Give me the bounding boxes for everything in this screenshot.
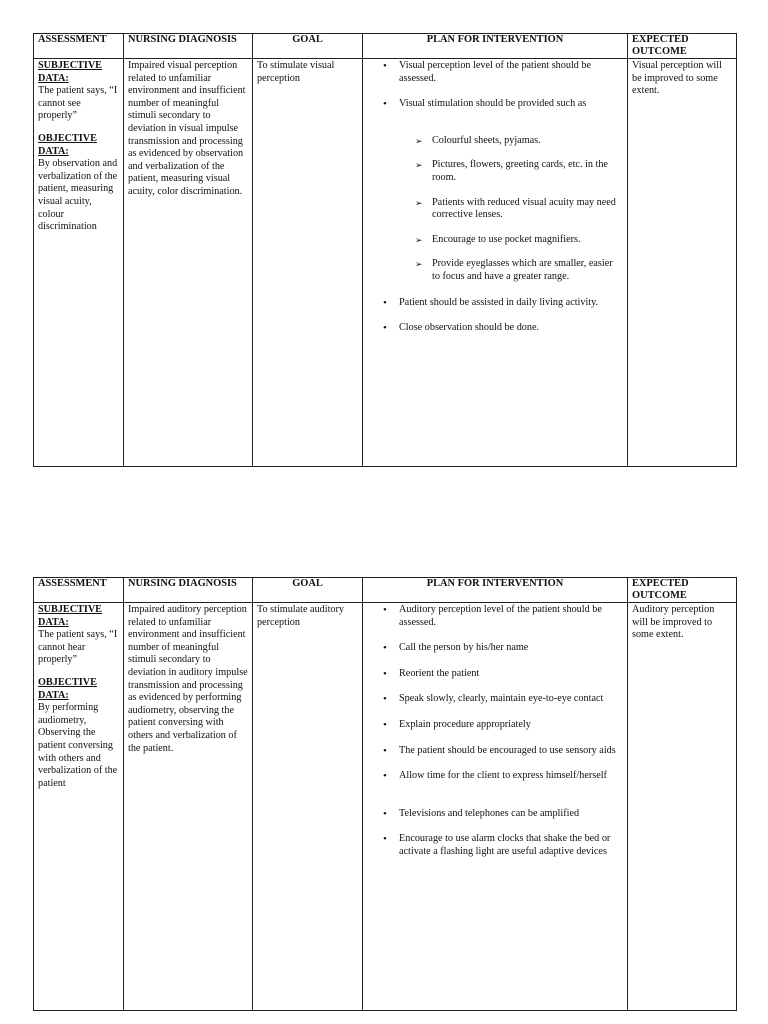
- goal-cell: [253, 59, 363, 467]
- goal-cell: [253, 603, 363, 1011]
- header-plan-for-intervention: PLAN FOR INTERVENTION: [363, 34, 628, 59]
- visual-stimulation-list: [363, 135, 627, 284]
- stimulation-item: ➢ Encourage to use pocket magnifiers.: [363, 234, 627, 247]
- header-nursing-diagnosis: NURSING DIAGNOSIS: [124, 34, 253, 59]
- content-row: [34, 59, 737, 467]
- header-row: [34, 34, 737, 59]
- intervention-item: • Patient should be assisted in daily living activity.: [363, 297, 627, 310]
- intervention-item: • Visual stimulation should be provided such as: [363, 98, 627, 111]
- plan-cell: [363, 603, 628, 1011]
- intervention-item: • Reorient the patient: [363, 668, 627, 681]
- stimulation-item: ➢ Provide eyeglasses which are smaller, easier to focus and have a greater range.: [363, 258, 627, 283]
- stimulation-item: ➢ Pictures, flowers, greeting cards, etc. in the room.: [363, 159, 627, 184]
- expected-outcome-text: Visual perception will be improved to some extent.: [632, 60, 722, 97]
- expected-outcome-cell: [628, 59, 737, 467]
- intervention-list-continued: [363, 297, 627, 335]
- goal-text: To stimulate visual perception: [257, 60, 335, 84]
- subjective-data-text: The patient says, “I cannot see properly”: [38, 85, 118, 122]
- subjective-data-text: The patient says, “I cannot hear properly”: [38, 629, 118, 666]
- objective-data-label: OBJECTIVE DATA:: [38, 132, 97, 157]
- expected-outcome-text: Auditory perception will be improved to some extent.: [632, 604, 715, 641]
- header-goal: GOAL: [253, 578, 363, 603]
- intervention-item: • The patient should be encouraged to use sensory aids: [363, 745, 627, 758]
- subjective-data-label: SUBJECTIVE DATA:: [38, 60, 102, 84]
- header-expected-outcome: EXPECTED OUTCOME: [628, 34, 737, 59]
- plan-cell: [363, 59, 628, 467]
- header-plan-for-intervention: PLAN FOR INTERVENTION: [363, 578, 628, 603]
- intervention-list: [363, 604, 627, 859]
- nursing-diagnosis-text: Impaired auditory perception related to unfamiliar environment and insufficient number of meaningful stimuli secondary to deviation in auditory impulse transmission and processing as evidenced by performing audiometry, observing the patient conversing with others and verbalization of the patient.: [128, 604, 248, 754]
- objective-data-label: OBJECTIVE DATA:: [38, 676, 97, 701]
- intervention-item: • Auditory perception level of the patient should be assessed.: [363, 604, 627, 629]
- assessment-cell: [34, 603, 124, 1011]
- header-assessment: ASSESSMENT: [34, 578, 124, 603]
- intervention-item: • Close observation should be done.: [363, 322, 627, 335]
- intervention-item: • Call the person by his/her name: [363, 642, 627, 655]
- stimulation-item: ➢ Colourful sheets, pyjamas.: [363, 135, 627, 148]
- nursing-diagnosis-cell: [124, 59, 253, 467]
- objective-data-text: By observation and verbalization of the patient, measuring visual acuity, colour discrimination: [38, 158, 118, 233]
- assessment-cell: [34, 59, 124, 467]
- header-goal: GOAL: [253, 34, 363, 59]
- nursing-diagnosis-cell: [124, 603, 253, 1011]
- goal-text: To stimulate auditory perception: [257, 604, 344, 628]
- header-assessment: ASSESSMENT: [34, 34, 124, 59]
- intervention-item: • Visual perception level of the patient should be assessed.: [363, 60, 627, 85]
- care-plan-table-visual: [33, 33, 737, 467]
- care-plan-table-auditory: [33, 577, 737, 1011]
- expected-outcome-cell: [628, 603, 737, 1011]
- content-row: [34, 603, 737, 1011]
- stimulation-item: ➢ Patients with reduced visual acuity may need corrective lenses.: [363, 197, 627, 222]
- header-expected-outcome: EXPECTED OUTCOME: [628, 578, 737, 603]
- intervention-list: [363, 60, 627, 111]
- subjective-data-label: SUBJECTIVE DATA:: [38, 604, 102, 628]
- intervention-item: • Explain procedure appropriately: [363, 719, 627, 732]
- intervention-item: • Allow time for the client to express himself/herself: [363, 770, 627, 783]
- objective-data-text: By performing audiometry, Observing the patient conversing with others and verbalization of the patient: [38, 702, 118, 789]
- header-nursing-diagnosis: NURSING DIAGNOSIS: [124, 578, 253, 603]
- nursing-diagnosis-text: Impaired visual perception related to unfamiliar environment and insufficient number of meaningful stimuli secondary to deviation in visual impulse transmission and processing as evidenced by observation and verbalization of the patient, measuring visual acuity, color discrimination.: [128, 60, 246, 197]
- intervention-item: • Encourage to use alarm clocks that shake the bed or activate a flashing light are useful adaptive devices: [363, 833, 627, 858]
- intervention-item: • Televisions and telephones can be amplified: [363, 808, 627, 821]
- intervention-item: • Speak slowly, clearly, maintain eye-to-eye contact: [363, 693, 627, 706]
- header-row: [34, 578, 737, 603]
